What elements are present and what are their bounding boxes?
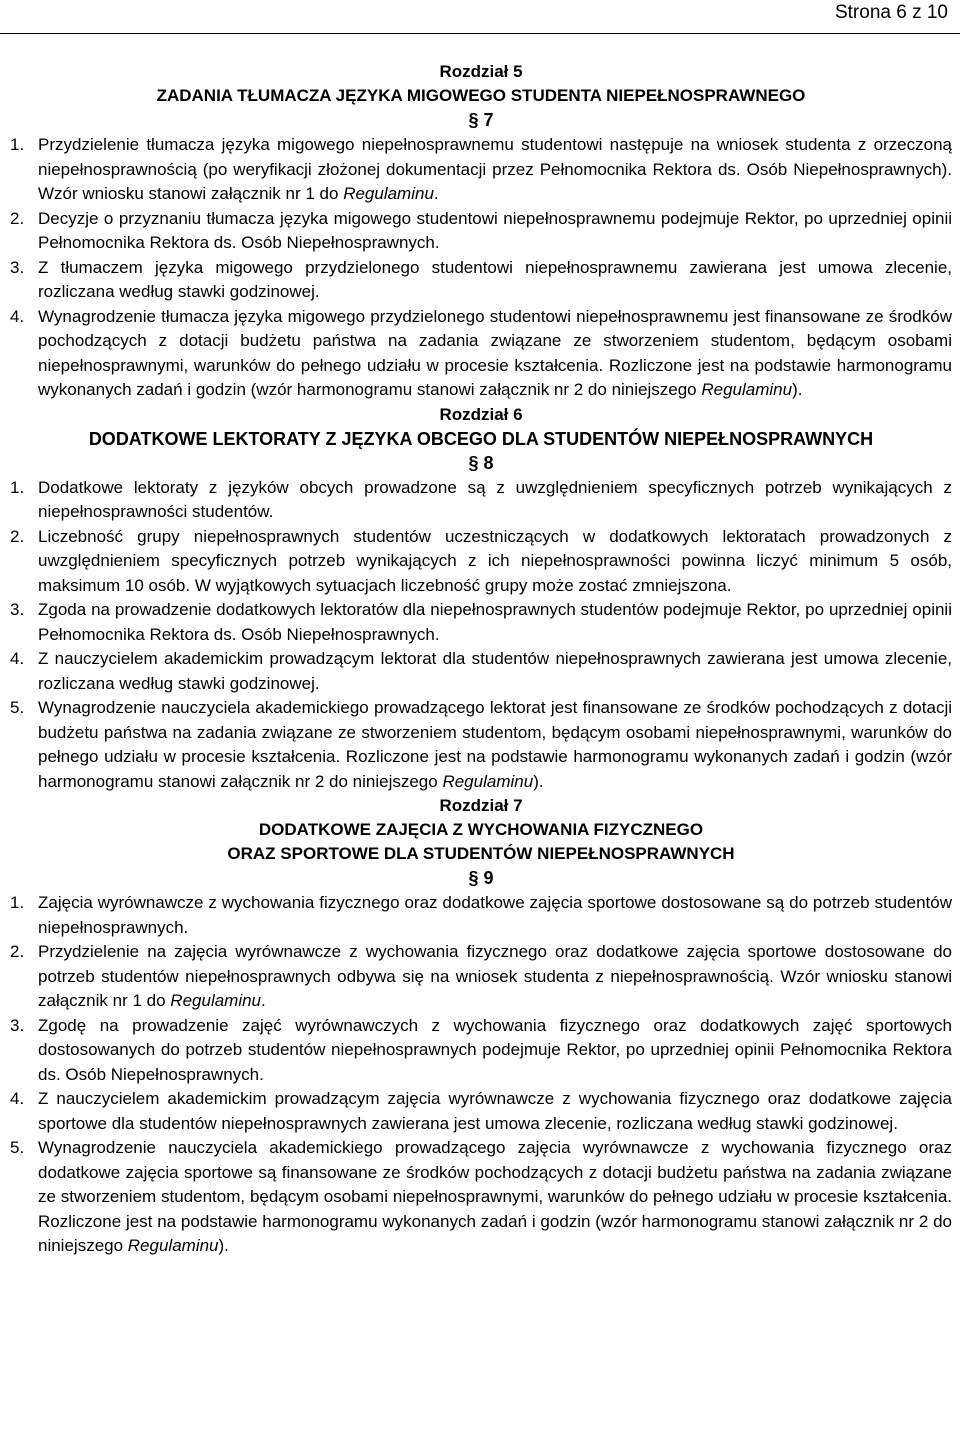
list-item xyxy=(10,940,952,1014)
item-text: Wynagrodzenie nauczyciela akademickiego prowadzącego lektorat jest finansowane ze środków pochodzących z dotacji budżetu państwa na zadania związane ze stworzeniem studentom, będącym osobami niepełnosprawnymi, warunków do pełnego udziału w procesie kształcenia. Rozliczone jest na podstawie harmonogramu wykonanych zadań i godzin (wzór harmonogramu stanowi załącznik nr 2 do niniejszego xyxy=(38,698,952,791)
item-text: Zgoda na prowadzenie dodatkowych lektoratów dla niepełnosprawnych studentów podejmuje Rektor, po uprzedniej opinii Pełnomocnika Rektora ds. Osób Niepełnosprawnych. xyxy=(38,600,952,644)
chapter-title: ZADANIA TŁUMACZA JĘZYKA MIGOWEGO STUDENTA NIEPEŁNOSPRAWNEGO xyxy=(156,86,806,105)
paragraph-list xyxy=(10,133,952,403)
chapter-title: ORAZ SPORTOWE DLA STUDENTÓW NIEPEŁNOSPRAWNYCH xyxy=(227,844,735,863)
paragraph-list xyxy=(10,476,952,795)
item-number: 1. xyxy=(10,477,25,497)
italic-term: Regulaminu xyxy=(343,184,434,203)
chapter-section xyxy=(10,403,952,795)
chapter-title: DODATKOWE ZAJĘCIA Z WYCHOWANIA FIZYCZNEGO xyxy=(258,820,704,839)
paragraph-list xyxy=(10,891,952,1259)
list-item xyxy=(10,647,952,696)
chapter-number: Rozdział 6 xyxy=(439,404,523,424)
list-item xyxy=(10,476,952,525)
item-text: Przydzielenie na zajęcia wyrównawcze z wychowania fizycznego oraz dodatkowe zajęcia sportowe dostosowane do potrzeb studentów niepełnosprawnych odbywa się na wniosek studenta z niepełnosprawnością. Wzór wniosku stanowi załącznik nr 1 do xyxy=(38,942,952,1010)
item-number: 5. xyxy=(10,1138,25,1157)
item-text: Z nauczycielem akademickim prowadzącym lektorat dla studentów niepełnosprawnych zawierana jest umowa zlecenie, rozliczana według stawki godzinowej. xyxy=(38,649,952,693)
header-rule xyxy=(0,33,960,34)
document-body xyxy=(10,60,952,1259)
list-item xyxy=(10,598,952,647)
item-text: Zajęcia wyrównawcze z wychowania fizycznego oraz dodatkowe zajęcia sportowe dostosowane są do potrzeb studentów niepełnosprawnych. xyxy=(38,893,952,937)
chapter-title: DODATKOWE LEKTORATY Z JĘZYKA OBCEGO DLA STUDENTÓW NIEPEŁNOSPRAWNYCH xyxy=(88,428,874,449)
item-number: 2. xyxy=(10,942,25,961)
item-number: 2. xyxy=(10,526,25,546)
list-item xyxy=(10,207,952,256)
chapter-number: Rozdział 5 xyxy=(439,62,523,81)
item-tail: . xyxy=(433,184,439,203)
item-number: 4. xyxy=(10,306,25,326)
item-number: 3. xyxy=(10,1015,25,1035)
item-number: 4. xyxy=(10,649,25,668)
list-item xyxy=(10,305,952,403)
item-text: Zgodę na prowadzenie zajęć wyrównawczych z wychowania fizycznego oraz dodatkowych zajęć sportowych dostosowanych do potrzeb studentów niepełnosprawnych podejmuje Rektor, po uprzedniej opinii Pełnomocnika Rektora ds. Osób Niepełnosprawnych. xyxy=(38,1015,952,1084)
item-number: 1. xyxy=(10,135,25,154)
item-number: 2. xyxy=(10,208,25,228)
italic-term: Regulaminu xyxy=(127,1236,219,1255)
paragraph-mark: § 8 xyxy=(468,452,494,473)
list-item xyxy=(10,891,952,940)
item-number: 3. xyxy=(10,257,25,277)
italic-term: Regulaminu xyxy=(442,771,534,791)
item-number: 3. xyxy=(10,600,25,619)
item-text: Z nauczycielem akademickim prowadzącym zajęcia wyrównawcze z wychowania fizycznego oraz dodatkowe zajęcia sportowe dla studentów niepełnosprawnych zawierana jest umowa zlecenie, rozliczana według stawki godzinowej. xyxy=(38,1089,952,1133)
paragraph-mark: § 7 xyxy=(468,110,494,130)
item-number: 5. xyxy=(10,698,25,717)
item-text: Wynagrodzenie tłumacza języka migowego przydzielonego studentowi niepełnosprawnemu jest finansowane ze środków pochodzących z dotacji budżetu państwa na zadania związane ze stworzeniem studentom, będącym osobami niepełnosprawnymi, warunków do pełnego udziału w procesie kształcenia. Rozliczone jest na podstawie harmonogramu wykonanych zadań i godzin (wzór harmonogramu stanowi załącznik nr 2 do niniejszego xyxy=(38,306,952,399)
list-item xyxy=(10,525,952,599)
italic-term: Regulaminu xyxy=(170,991,262,1010)
item-text: Przydzielenie tłumacza języka migowego niepełnosprawnemu studentowi następuje na wniosek studenta z orzeczoną niepełnosprawnością (po weryfikacji złożonej dokumentacji przez Pełnomocnika Rektora ds. Osób Niepełnosprawnych). Wzór wniosku stanowi załącznik nr 1 do xyxy=(38,135,952,203)
item-number: 4. xyxy=(10,1089,25,1108)
item-tail: . xyxy=(261,991,266,1010)
item-text: Liczebność grupy niepełnosprawnych studentów uczestniczących w dodatkowych lektoratach prowadzonych z uwzględnieniem specyficznych potrzeb wynikających z ich niepełnosprawności powinna liczyć minimum 5 osób, maksimum 10 osób. W wyjątkowych sytuacjach liczebność grupy może zostać zmniejszona. xyxy=(38,526,952,595)
item-text: Dodatkowe lektoraty z języków obcych prowadzone są z uwzględnieniem specyficznych potrzeb wynikających z niepełnosprawności studentów. xyxy=(38,477,952,521)
list-item xyxy=(10,256,952,305)
list-item xyxy=(10,1136,952,1259)
page-number: Strona 6 z 10 xyxy=(834,2,948,23)
item-tail: ). xyxy=(218,1236,229,1255)
paragraph-mark: § 9 xyxy=(468,868,494,888)
list-item xyxy=(10,696,952,794)
italic-term: Regulaminu xyxy=(701,380,793,399)
chapter-number: Rozdział 7 xyxy=(439,796,523,815)
list-item xyxy=(10,1087,952,1136)
item-text: Wynagrodzenie nauczyciela akademickiego prowadzącego zajęcia wyrównawcze z wychowania fizycznego oraz dodatkowe zajęcia sportowe są finansowane ze środków pochodzących z dotacji budżetu państwa na zadania związane ze stworzeniem studentom, będącym osobami niepełnosprawnymi, warunków do pełnego udziału w procesie kształcenia. Rozliczone jest na podstawie harmonogramu wykonanych zadań i godzin (wzór harmonogramu stanowi załącznik nr 2 do niniejszego xyxy=(38,1138,952,1255)
list-item xyxy=(10,133,952,207)
chapter-section xyxy=(10,60,952,403)
page-header xyxy=(0,0,960,34)
item-tail: ). xyxy=(533,771,544,791)
item-text: Decyzje o przyznaniu tłumacza języka migowego studentowi niepełnosprawnemu podejmuje Rektor, po uprzedniej opinii Pełnomocnika Rektora ds. Osób Niepełnosprawnych. xyxy=(38,208,952,252)
list-item xyxy=(10,1014,952,1088)
item-number: 1. xyxy=(10,893,25,912)
item-tail: ). xyxy=(792,380,803,399)
item-text: Z tłumaczem języka migowego przydzielonego studentowi niepełnosprawnemu zawierana jest umowa zlecenie, rozliczana według stawki godzinowej. xyxy=(38,257,952,301)
chapter-section xyxy=(10,794,952,1259)
